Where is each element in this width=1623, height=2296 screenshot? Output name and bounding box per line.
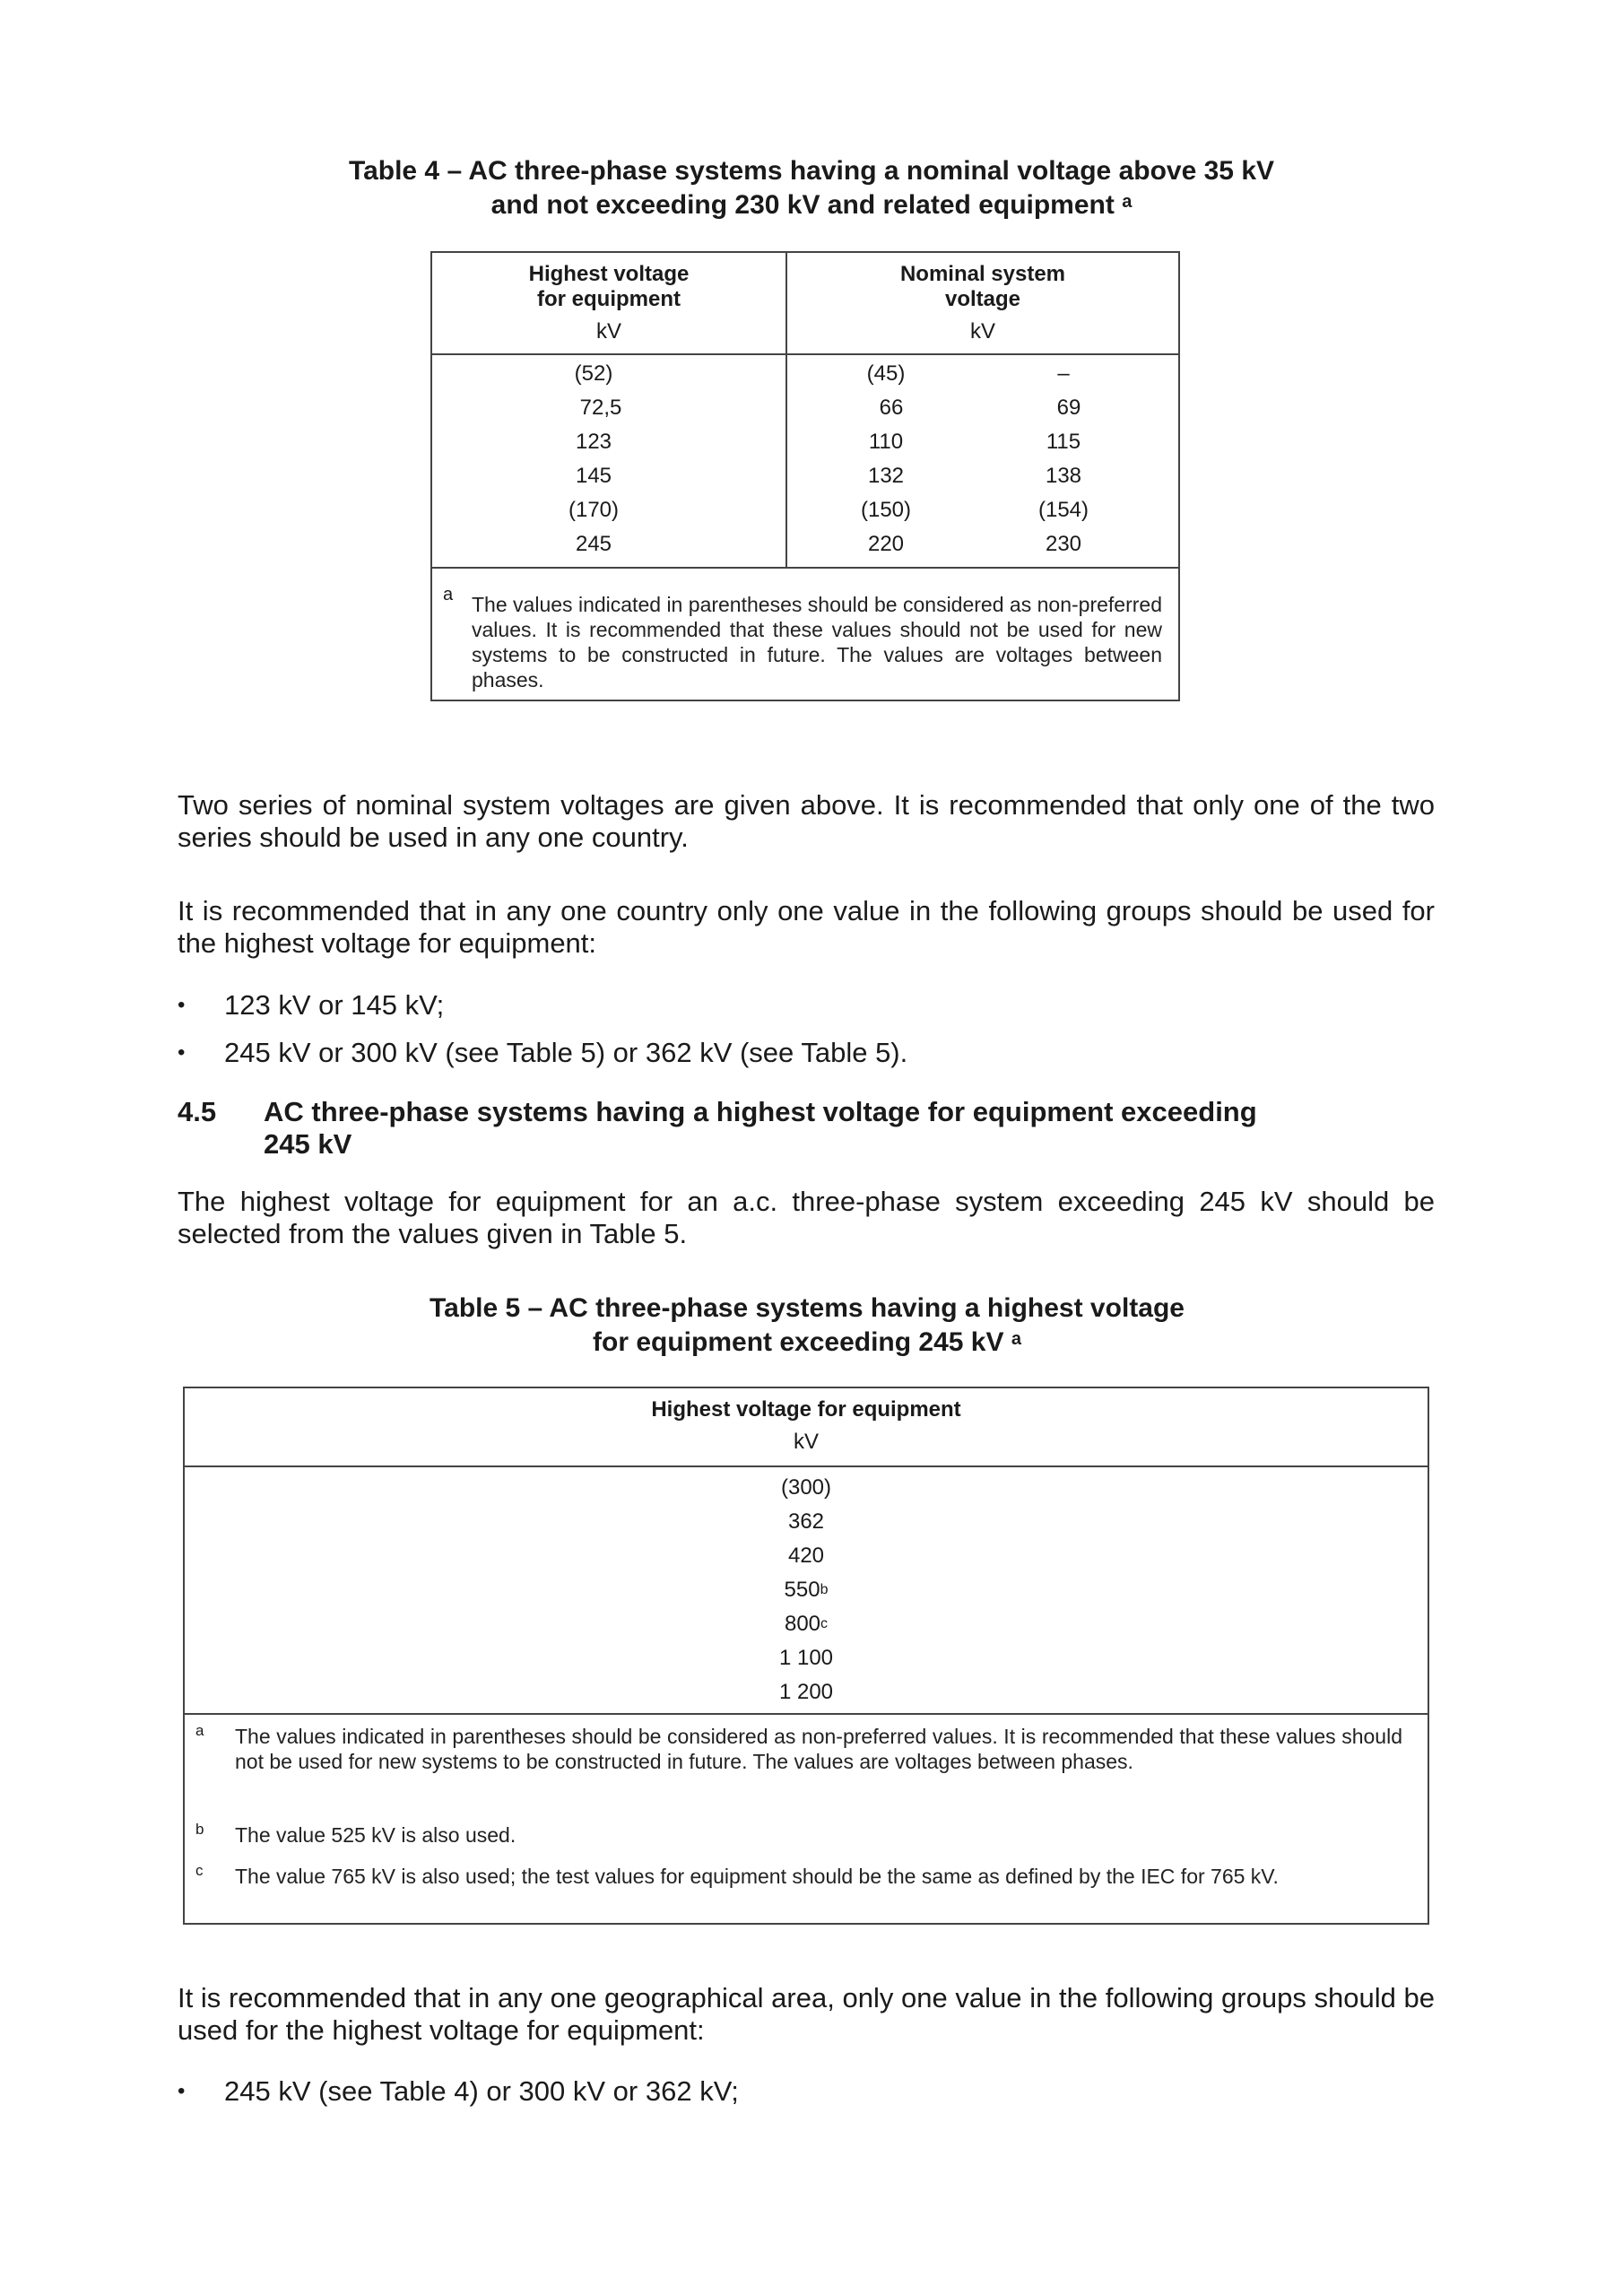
table5-caption-line2 xyxy=(0,1326,1619,1360)
table5-caption xyxy=(0,1292,1619,1360)
table5-row xyxy=(185,1611,1428,1638)
table5-row xyxy=(185,1474,1428,1501)
table4-cell-nominal-b: 138 xyxy=(1045,464,1082,488)
table5-row xyxy=(185,1679,1428,1706)
table5-cell-footnote-mark: b xyxy=(820,1582,829,1597)
paragraph-one-value-country: It is recommended that in any one country only one value in the following groups should be used for the highest voltage for equipment: xyxy=(178,895,1435,959)
list-item-text: 245 kV (see Table 4) or 300 kV or 362 kV; xyxy=(224,2075,739,2107)
table4-cell-highest: 245 xyxy=(575,532,612,556)
table5-footnote-text: The value 765 kV is also used; the test values for equipment should be the same as defined by the IEC for 765 kV. xyxy=(235,1865,1279,1888)
table5-row xyxy=(185,1509,1428,1535)
table4-col2-header-line2: voltage xyxy=(944,287,1021,311)
bullet-icon: • xyxy=(178,2079,186,2103)
table5-footnote-text: The values indicated in parentheses should be considered as non-preferred values. It is recommended that these values should not be used for new systems to be constructed in future. The values are voltages between phases. xyxy=(235,1725,1402,1773)
table5-row xyxy=(185,1543,1428,1570)
table5-footnote-mark: a xyxy=(195,1722,204,1739)
table4-col2-header xyxy=(787,262,1178,312)
table5-footnote-mark: c xyxy=(195,1862,204,1879)
table4-cell-nominal-a: 132 xyxy=(867,464,905,488)
table5-cell-value: 800 xyxy=(784,1612,821,1636)
table5-cell-value: 1 200 xyxy=(778,1680,834,1704)
table4-cell-nominal-b: 69 xyxy=(1056,396,1081,420)
table4 xyxy=(430,251,1180,701)
table5-cell-value: 1 100 xyxy=(778,1646,834,1670)
table4-footnote-rule xyxy=(432,567,1178,569)
paragraph-two-series: Two series of nominal system voltages are given above. It is recommended that only one of the two series should be used in any one country. xyxy=(178,789,1435,853)
table4-cell-nominal-a: (45) xyxy=(866,361,906,386)
section-number: 4.5 xyxy=(178,1096,217,1127)
table5-row xyxy=(185,1645,1428,1672)
paragraph-geographical-area: It is recommended that in any one geographical area, only one value in the following groups should be used for the highest voltage for equipment: xyxy=(178,1982,1435,2046)
table4-cell-nominal-a: 220 xyxy=(867,532,905,556)
table4-col1-header-line1: Highest voltage xyxy=(528,262,690,286)
table4-cell-nominal-b: 230 xyxy=(1045,532,1082,556)
table4-cell-nominal-a: 66 xyxy=(879,396,904,420)
table5-footnote-rule xyxy=(185,1713,1428,1715)
table4-col2-unit: kV xyxy=(969,319,995,344)
table5-unit: kV xyxy=(793,1430,819,1454)
table4-caption xyxy=(0,154,1623,222)
table4-cell-nominal-b: (154) xyxy=(1037,498,1089,522)
table4-cell-nominal-a: 110 xyxy=(868,430,904,454)
table4-header-rule xyxy=(432,353,1178,355)
table5-cell-value: (300) xyxy=(780,1475,832,1500)
table4-caption-line2 xyxy=(0,188,1623,222)
table4-footnote-text: The values indicated in parentheses should be considered as non-preferred values. It is recommended that these values should not be used for new systems to be constructed in future. The values are voltages between phases. xyxy=(472,593,1162,691)
table4-caption-line1: Table 4 – AC three-phase systems having a nominal voltage above 35 kV xyxy=(348,156,1275,186)
table4-caption-footnote-mark: a xyxy=(1122,192,1133,212)
table5-caption-line2-text: for equipment exceeding 245 kV xyxy=(593,1327,1004,1357)
table5-caption-line1: Table 5 – AC three-phase systems having a highest voltage xyxy=(430,1293,1185,1323)
section-title-line1: AC three-phase systems having a highest voltage for equipment exceeding xyxy=(264,1096,1257,1127)
table4-col1-header-line2: for equipment xyxy=(537,287,681,311)
table5-header-rule xyxy=(185,1465,1428,1467)
paragraph-selection: The highest voltage for equipment for an a.c. three-phase system exceeding 245 kV should be selected from the values given in Table 5. xyxy=(178,1186,1435,1249)
list-item-text: 123 kV or 145 kV; xyxy=(224,989,445,1021)
section-title-line2: 245 kV xyxy=(264,1128,352,1160)
table4-cell-highest: 72,5 xyxy=(579,396,622,420)
bullet-icon: • xyxy=(178,1040,186,1065)
table4-cell-highest: (170) xyxy=(568,498,620,522)
table5-footnote-text: The value 525 kV is also used. xyxy=(235,1823,516,1847)
table4-cell-nominal-b: 115 xyxy=(1046,430,1081,454)
table5-cell-footnote-mark: c xyxy=(820,1616,829,1631)
bullet-icon: • xyxy=(178,993,186,1017)
table4-cell-nominal-a: (150) xyxy=(860,498,912,522)
table4-cell-highest: (52) xyxy=(574,361,613,386)
table5-row xyxy=(185,1577,1428,1604)
table5-cell-value: 420 xyxy=(787,1544,825,1568)
table4-cell-nominal-b: – xyxy=(1057,361,1070,386)
table4-col2-header-line1: Nominal system xyxy=(899,262,1066,286)
list-item-text: 245 kV or 300 kV (see Table 5) or 362 kV (see Table 5). xyxy=(224,1037,908,1068)
table4-caption-line2-text: and not exceeding 230 kV and related equipment xyxy=(490,190,1115,220)
table5-cell-value: 362 xyxy=(787,1509,825,1534)
table4-cell-highest: 123 xyxy=(575,430,612,454)
table5-header: Highest voltage for equipment xyxy=(651,1397,961,1422)
table4-footnote-mark: a xyxy=(443,585,454,604)
table4-col1-header xyxy=(432,262,785,312)
table5-cell-value: 550 xyxy=(784,1578,820,1602)
table5-footnote-mark: b xyxy=(195,1821,204,1838)
table4-cell-highest: 145 xyxy=(575,464,612,488)
table4-col1-unit: kV xyxy=(595,319,621,344)
table5-caption-footnote-mark: a xyxy=(1011,1329,1021,1349)
section-title xyxy=(264,1096,1340,1161)
table5 xyxy=(183,1387,1429,1925)
